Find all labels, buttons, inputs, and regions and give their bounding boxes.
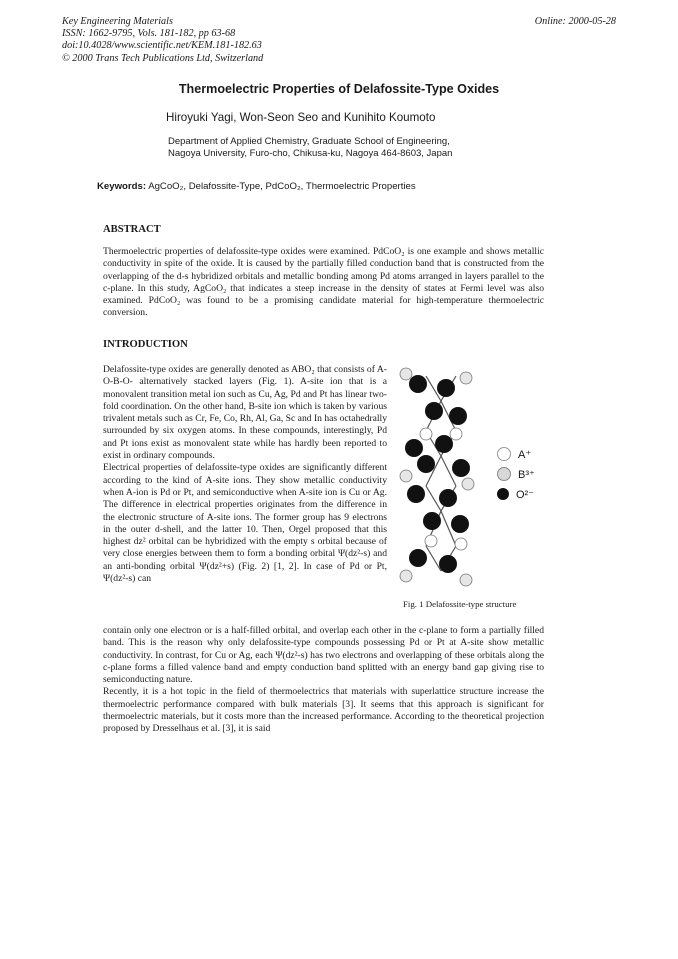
intro-paragraph-2b: contain only one electron or is a half-filled orbital, and overlap each other in the c-plane to form a partially filled band. This is the reason why only delafossite-type compounds possessing Pd or Pt at A-site show metallic conductivity. In contrast, for Cu or Ag, each Ψ(dz²-s) has two electrons and overlapping of these orbitals along the c-plane forms a filled valence band and empty conduction band splitted with an energy band gap giving rise to semiconducting nature. <box>103 625 544 686</box>
copyright-line: © 2000 Trans Tech Publications Ltd, Switzerland <box>62 52 264 64</box>
introduction-column <box>103 364 387 585</box>
paper-title: Thermoelectric Properties of Delafossite-Type Oxides <box>178 82 500 96</box>
oxygen-swatch-icon <box>497 488 509 500</box>
intro-paragraph-2a: Electrical properties of delafossite-type oxides are significantly different according to the kind of A-site ions. They show metallic conductivity when A-ion is Pd or Pt, and semiconductive when A-site ion is Cu or Ag. The difference in electrical properties originates from the difference in the electronic structure of A-site ions. The former group has 9 electrons in the outer d-shell, and the latter 10. Then, Orgel proposed that this highest dz² orbital can be hybridized with the empty s orbital because of very close energies between them to form a bonding orbital Ψ(dz²-s) and an anti-bonding orbital Ψ(dz²+s) (Fig. 2) [1, 2]. In case of Pd or Pt, Ψ(dz²-s) can <box>103 462 387 585</box>
keywords-label: Keywords: <box>97 181 147 192</box>
figure-legend <box>497 444 535 504</box>
b-ion-swatch-icon <box>497 467 511 481</box>
keywords <box>97 181 416 192</box>
affiliation <box>168 136 452 161</box>
a-ion-swatch-icon <box>497 447 511 461</box>
issn-line: ISSN: 1662-9795, Vols. 181-182, pp 63-68 <box>62 28 236 40</box>
legend-item-b-ion <box>497 464 535 484</box>
journal-header <box>62 16 263 65</box>
legend-label-b: B³⁺ <box>518 468 535 481</box>
online-date: Online: 2000-05-28 <box>534 16 616 27</box>
intro-paragraph-1: Delafossite-type oxides are generally denoted as ABO₂ that consists of A-O-B-O- alternatively stacked layers (Fig. 1). A-site ion that is a monovalent transition metal ion such as Cu, Ag, Pd and Pt has linear two-fold coordination. On the other hand, B-site ion which is taken by various trivalent metals such as Cr, Fe, Co, Rh, Al, Ga, Sc and In has octahedrally surrounded by six oxygen atoms. In these compounds, interestingly, Pd and Pt ions exist as monovalent state while has hardly been reported to exist in ordinary compounds. <box>103 364 387 462</box>
introduction-heading: INTRODUCTION <box>103 339 188 350</box>
legend-item-oxygen <box>497 484 535 504</box>
journal-name: Key Engineering Materials <box>62 16 173 27</box>
introduction-full-width <box>103 625 544 736</box>
abstract-text: Thermoelectric properties of delafossite-type oxides were examined. PdCoO₂ is one example and shows metallic conductivity in spite of the oxide. It is caused by the partially filled conduction band that is constructed from the overlapping of the d-s hybridized orbitals and metallic bonding among Pd atoms arranged in layers parallel to the c-plane. In this study, AgCoO₂ that indicates a steep increase in the density of states at Fermi level was also examined. PdCoO₂ was found to be a promising candidate material for high-temperature thermoelectric conversion. <box>103 246 544 319</box>
authors: Hiroyuki Yagi, Won-Seon Seo and Kunihito Koumoto <box>166 111 436 124</box>
affiliation-line-2: Nagoya University, Furo-cho, Chikusa-ku, Nagoya 464-8603, Japan <box>168 148 453 160</box>
legend-item-a-ion <box>497 444 535 464</box>
affiliation-line-1: Department of Applied Chemistry, Graduate School of Engineering, <box>168 136 450 147</box>
abstract-heading: ABSTRACT <box>103 224 161 235</box>
legend-label-a: A⁺ <box>518 448 532 461</box>
legend-label-o: O²⁻ <box>516 488 535 501</box>
figure-caption: Fig. 1 Delafossite-type structure <box>403 599 517 609</box>
keywords-text: AgCoO₂, Delafossite-Type, PdCoO₂, Thermoelectric Properties <box>148 181 416 192</box>
abstract-body <box>103 246 544 320</box>
doi-line: doi:10.4028/www.scientific.net/KEM.181-182.63 <box>62 40 262 52</box>
intro-paragraph-3: Recently, it is a hot topic in the field of thermoelectrics that materials with superlattice structure increase the thermoelectric performance compared with bulk materials [3]. It seems that this approach is significant for thermoelectric materials, but it costs more than the increased performance. According to the theoretical projection proposed by Dresselhaus et al. [3], it is said <box>103 686 544 735</box>
